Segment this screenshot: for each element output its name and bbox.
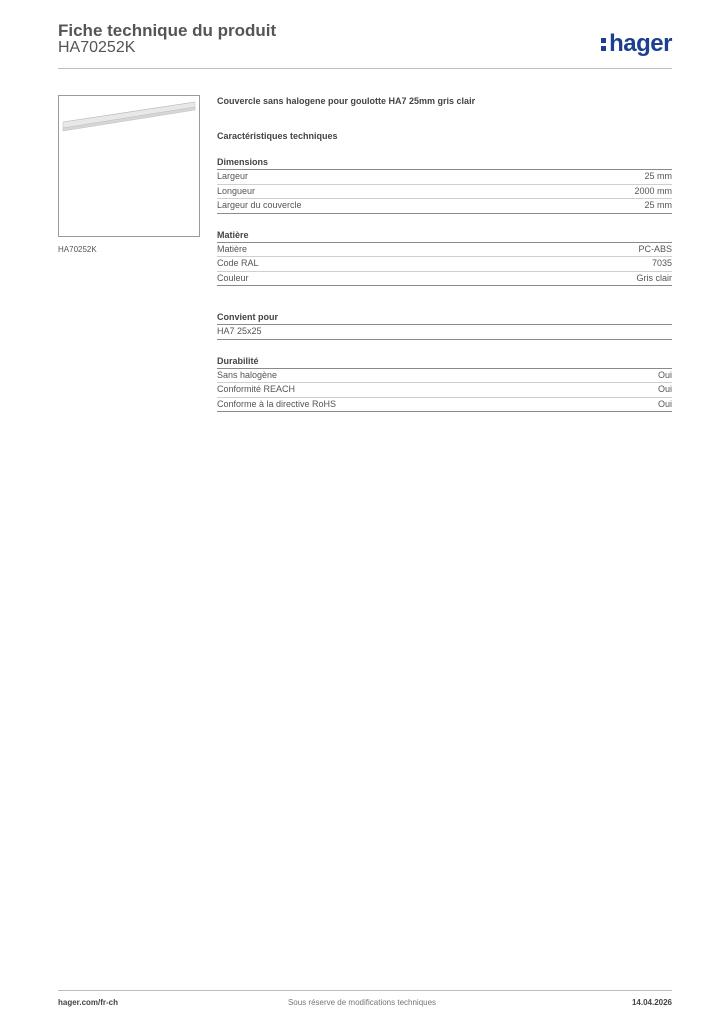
group-suitable-for [217,312,672,340]
spec-label: Couleur [217,272,249,283]
spec-value: 25 mm [644,171,672,181]
spec-label: Matière [217,243,248,254]
spec-rows [217,170,672,214]
group-title: Matière [217,230,672,243]
product-code: HA70252K [58,39,136,56]
spec-label: Sans halogène [217,369,278,380]
spec-row [217,383,672,398]
spec-value: 7035 [651,258,672,268]
spec-row [217,199,672,214]
page-title: Fiche technique du produit [58,21,277,40]
spec-label: Code RAL [217,258,259,268]
spec-row [217,325,672,340]
logo-text: hager [609,30,672,57]
footer-website-link[interactable]: hager.com/fr-ch [58,998,119,1007]
spec-rows [217,325,672,340]
spec-label: Conforme à la directive RoHS [217,398,337,409]
spec-label: Largeur du couvercle [217,200,302,210]
spec-content [217,96,672,412]
group-dimensions [217,157,672,214]
spec-value: Oui [657,384,672,394]
spec-row [217,185,672,200]
spec-label: Largeur [217,171,249,181]
group-title: Durabilité [217,356,672,369]
cable-cover-icon [59,96,199,236]
spec-value: 2000 mm [634,185,672,196]
group-title: Convient pour [217,312,672,325]
spec-value: Oui [657,369,672,380]
footer-date: 14.04.2026 [631,998,672,1007]
spec-label: Conformité REACH [217,384,296,394]
product-title: Couvercle sans halogene pour goulotte HA7 25mm gris clair [217,96,476,106]
hager-logo [601,30,672,58]
group-durability [217,356,672,413]
spec-label: HA7 25x25 [217,326,262,336]
group-title: Dimensions [217,157,672,170]
spec-value: Gris clair [636,272,672,283]
spec-rows [217,243,672,287]
spec-value: PC-ABS [638,243,672,254]
group-material [217,230,672,287]
spec-row [217,170,672,185]
spec-row [217,369,672,384]
section-title: Caractéristiques techniques [217,131,338,141]
header-divider [58,68,672,69]
footer-note: Sous réserve de modifications techniques [287,998,437,1007]
footer-divider [58,990,672,991]
spec-value: 25 mm [644,200,672,210]
spec-label: Longueur [217,185,256,196]
spec-row [217,243,672,258]
spec-value: Oui [657,398,672,409]
spec-row [217,257,672,272]
spec-row [217,398,672,413]
logo-dots-icon [601,37,606,51]
image-caption: HA70252K [58,245,97,254]
spec-row [217,272,672,287]
spec-rows [217,369,672,413]
product-image [58,95,200,237]
